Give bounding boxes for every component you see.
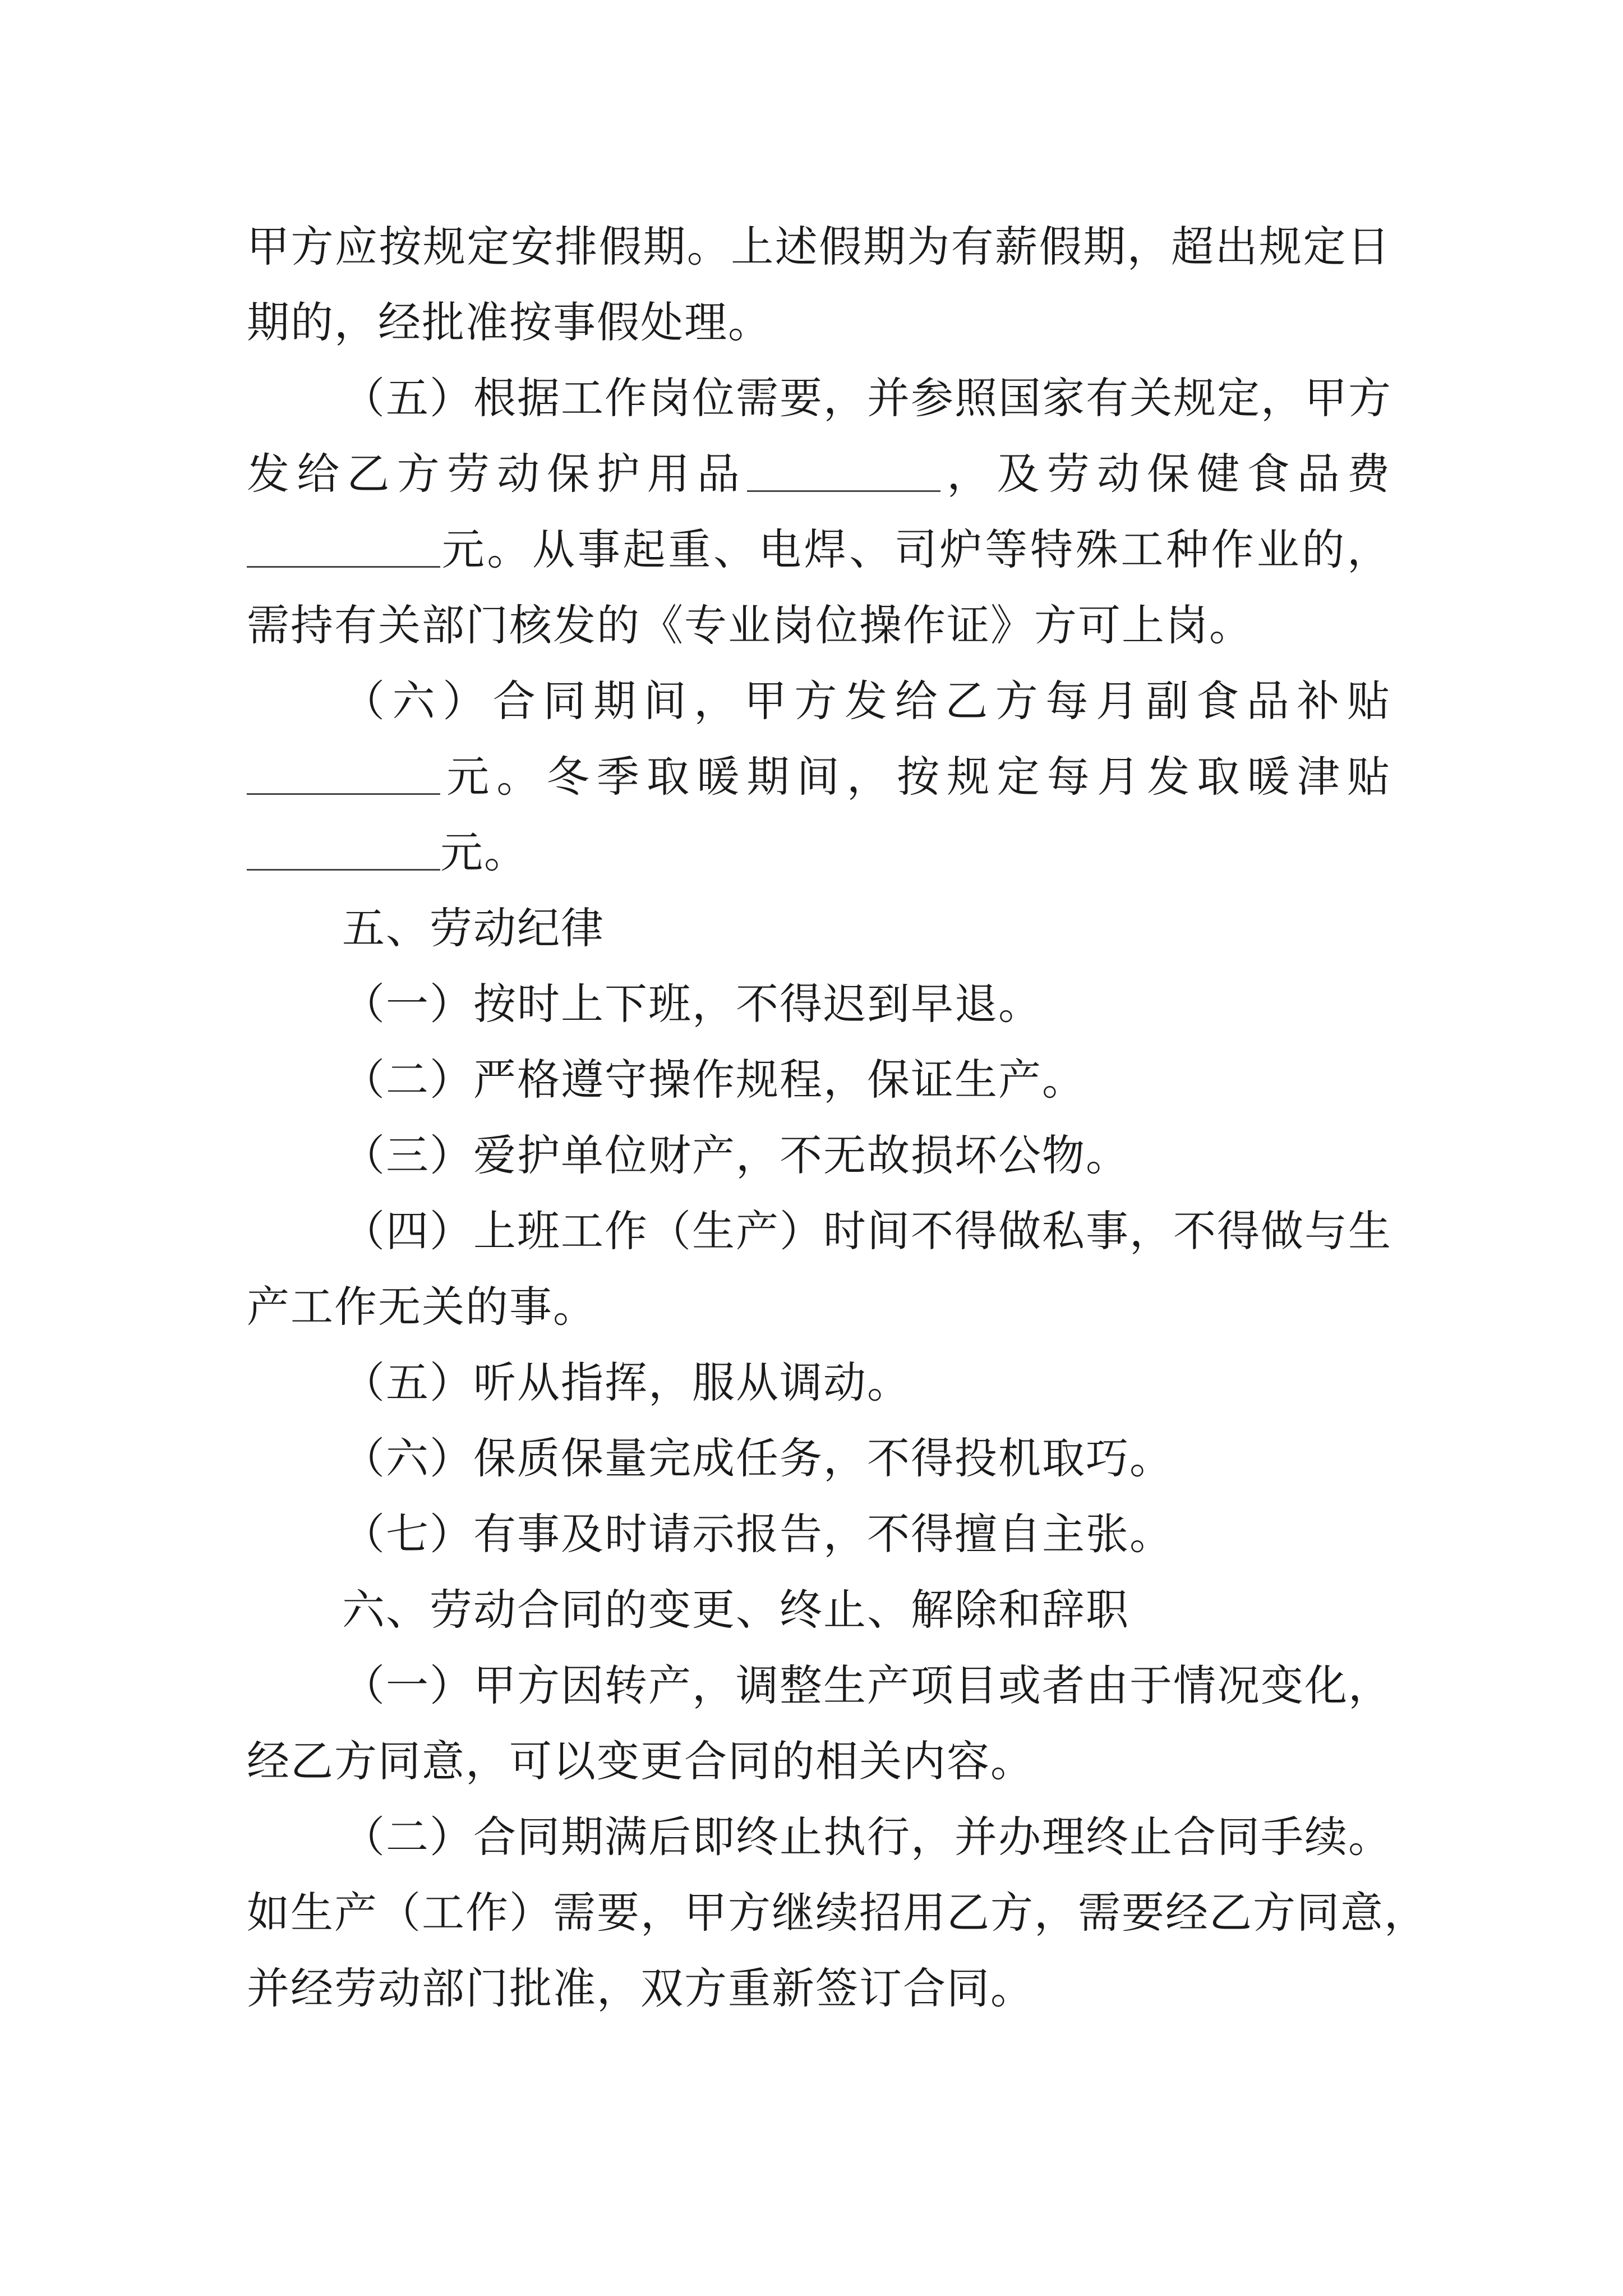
- section-heading: 五、劳动纪律: [342, 903, 605, 953]
- text-line: （七）有事及时请示报告，不得擅自主张。: [342, 1509, 1173, 1559]
- text-segment: ，及劳动保健食品费: [940, 449, 1391, 499]
- fill-in-blank: [747, 449, 940, 492]
- text-line: （六）保质保量完成任务，不得投机取巧。: [342, 1433, 1173, 1483]
- fill-in-blank: [247, 524, 440, 568]
- text-line: （二）严格遵守操作规程，保证生产。: [342, 1055, 1086, 1105]
- text-line: 需持有关部门核发的《专业岗位操作证》方可上岗。: [247, 600, 1253, 650]
- text-line: （五）根据工作岗位需要，并参照国家有关规定，甲方: [342, 373, 1392, 423]
- text-segment: 发给乙方劳动保护用品: [247, 449, 748, 499]
- text-line: 甲方应按规定安排假期。上述假期为有薪假期，超出规定日: [247, 222, 1391, 272]
- text-line: 经乙方同意，可以变更合同的相关内容。: [247, 1736, 1034, 1786]
- text-line: 并经劳动部门批准，双方重新签订合同。: [247, 1963, 1034, 2013]
- text-line: 如生产（工作）需要，甲方继续招用乙方，需要经乙方同意，: [247, 1888, 1428, 1938]
- text-line: 产工作无关的事。: [247, 1282, 597, 1332]
- text-line: （四）上班工作（生产）时间不得做私事，不得做与生: [342, 1206, 1392, 1256]
- text-line-with-blank: [247, 819, 1391, 886]
- text-line: （五）听从指挥，服从调动。: [342, 1358, 911, 1407]
- fill-in-blank: [247, 827, 440, 871]
- section-heading: 六、劳动合同的变更、终止、解除和辞职: [342, 1585, 1129, 1635]
- text-segment: 元。冬季取暖期间，按规定每月发取暖津贴: [440, 752, 1391, 802]
- text-line-with-blank: [247, 440, 1391, 508]
- fill-in-blank: [247, 752, 440, 795]
- text-line-with-blank: [247, 516, 1391, 583]
- text-line: （二）合同期满后即终止执行，并办理终止合同手续。: [342, 1812, 1392, 1862]
- text-line: （六）合同期间，甲方发给乙方每月副食品补贴: [342, 676, 1391, 726]
- text-line: （三）爱护单位财产，不无故损坏公物。: [342, 1130, 1129, 1180]
- text-line: 期的，经批准按事假处理。: [247, 297, 772, 347]
- text-line-with-blank: [247, 743, 1391, 811]
- text-line: （一）甲方因转产，调整生产项目或者由于情况变化，: [342, 1660, 1392, 1710]
- text-segment: 元。从事起重、电焊、司炉等特殊工种作业的，: [440, 524, 1391, 574]
- text-segment: 元。: [440, 827, 528, 877]
- text-line: （一）按时上下班，不得迟到早退。: [342, 979, 1042, 1029]
